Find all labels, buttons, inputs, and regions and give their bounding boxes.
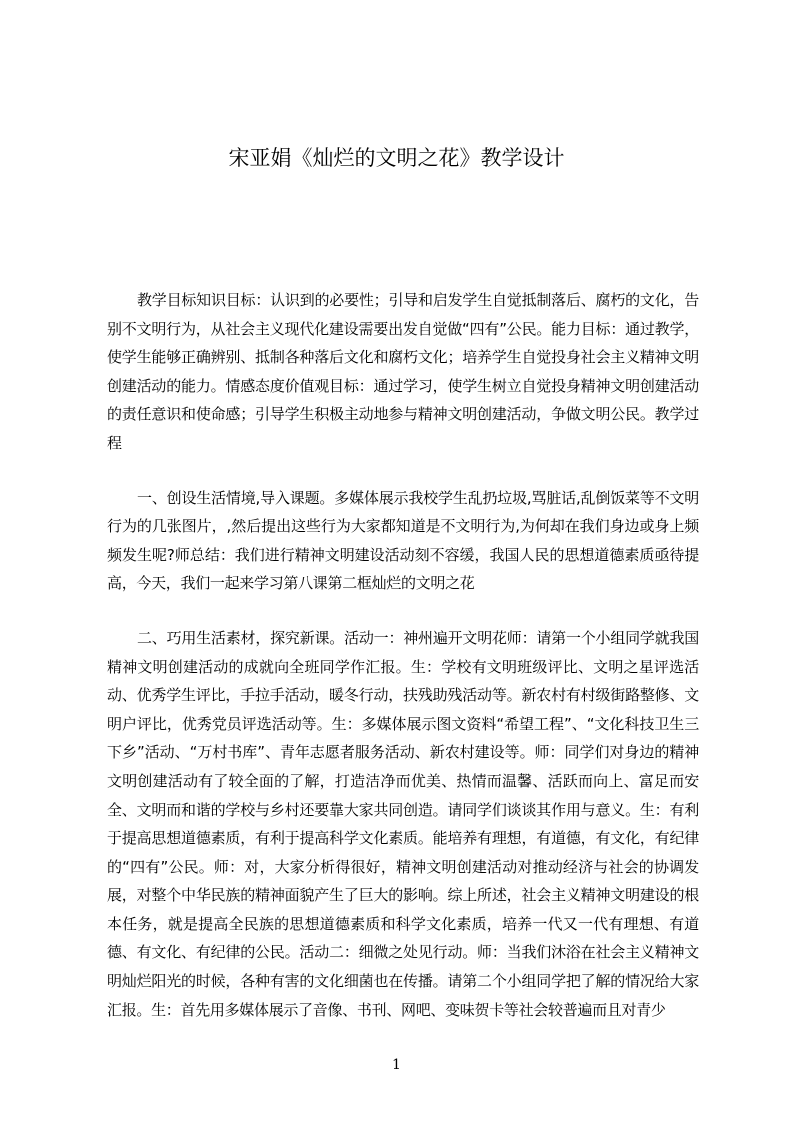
paragraph-objectives: 教学目标知识目标：认识到的必要性；引导和启发学生自觉抵制落后、腐朽的文化，告别不文明行为，从社会主义现代化建设需要出发自觉做“四有”公民。能力目标：通过教学，使学生能够正确辨别、抵制各种落后文化和腐朽文化；培养学生自觉投身社会主义精神文明创建活动的能力。情感态度价值观目标：通过学习，使学生树立自觉投身精神文明创建活动的责任意识和使命感；引导学生积极主动地参与精神文明创建活动，争做文明公民。教学过程 <box>107 291 699 452</box>
paragraph-section-one: 一、创设生活情境,导入课题。多媒体展示我校学生乱扔垃圾,骂脏话,乱倒饭菜等不文明行为的几张图片，,然后提出这些行为大家都知道是不文明行为,为何却在我们身边或身上频频发生呢?师总结：我们进行精神文明建设活动刻不容缓，我国人民的思想道德素质亟待提高，今天，我们一起来学习第八课第二框灿烂的文明之花 <box>107 488 699 593</box>
document-body <box>107 286 699 1024</box>
document-title: 宋亚娟《灿烂的文明之花》教学设计 <box>228 146 565 170</box>
page-number: 1 <box>392 1057 401 1073</box>
paragraph-section-two: 二、巧用生活素材，探究新课。活动一：神州遍开文明花师：请第一个小组同学就我国精神文明创建活动的成就向全班同学作汇报。生：学校有文明班级评比、文明之星评选活动、优秀学生评比，手拉手活动，暖冬行动，扶残助残活动等。新农村有村级街路整修、文明户评比，优秀党员评选活动等。生：多媒体展示图文资料“希望工程”、“文化科技卫生三下乡”活动、“万村书库”、青年志愿者服务活动、新农村建设等。师：同学们对身边的精神文明创建活动有了较全面的了解，打造洁净而优美、热情而温馨、活跃而向上、富足而安全、文明而和谐的学校与乡村还要靠大家共同创造。请同学们谈谈其作用与意义。生：有利于提高思想道德素质，有利于提高科学文化素质。能培养有理想，有道德，有文化，有纪律的“四有”公民。师：对，大家分析得很好，精神文明创建活动对推动经济与社会的协调发展，对整个中华民族的精神面貌产生了巨大的影响。综上所述，社会主义精神文明建设的根本任务，就是提高全民族的思想道德素质和科学文化素质，培养一代又一代有理想、有道德、有文化、有纪律的公民。活动二：细微之处见行动。师：当我们沐浴在社会主义精神文明灿烂阳光的时候，各种有害的文化细菌也在传播。请第二个小组同学把了解的情况给大家汇报。生：首先用多媒体展示了音像、书刊、网吧、变味贺卡等社会较普遍而且对青少 <box>107 628 699 1019</box>
